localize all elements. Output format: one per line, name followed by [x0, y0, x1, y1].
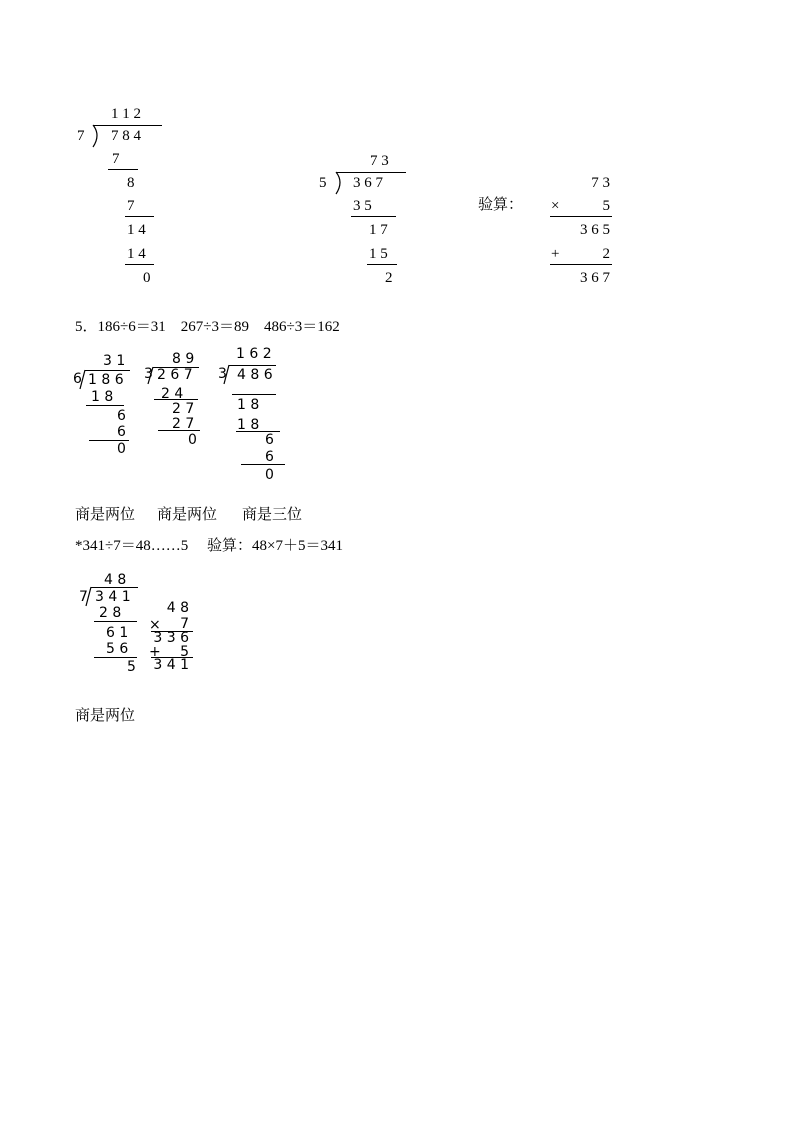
dividend: 3 4 1 [95, 589, 131, 605]
step: 8 [127, 175, 135, 191]
step: 7 [127, 198, 135, 214]
divisor: 5 [319, 175, 327, 191]
step: 6 [117, 424, 126, 440]
item5-heading: 5．186÷6＝31 267÷3＝89 486÷3＝162 [75, 319, 340, 335]
step: 1 5 [369, 246, 388, 262]
plus-sign: + [149, 644, 161, 660]
divisor: 7 [79, 589, 88, 605]
check-label: 验算： [478, 197, 524, 213]
dividend: 4 8 6 [237, 367, 273, 383]
quotient: 1 6 2 [236, 346, 272, 362]
step: 2 8 [99, 605, 122, 621]
step: 1 4 [127, 222, 146, 238]
divisor: 7 [77, 128, 85, 144]
divisor: 3 [218, 366, 227, 382]
step: 5 6 [106, 641, 129, 657]
step: 3 5 [353, 198, 372, 214]
quotient-note-2: 商是两位 [157, 507, 218, 523]
times-sign: × [149, 617, 161, 633]
step: 0 [143, 270, 151, 286]
quotient-note-1: 商是两位 [75, 507, 136, 523]
step: 6 [265, 449, 274, 465]
step: 6 [265, 432, 274, 448]
multiplicand: 4 8 [166, 600, 189, 616]
step: 6 [117, 408, 126, 424]
total: 3 4 1 [153, 657, 189, 673]
quotient: 7 3 [370, 153, 389, 169]
step: 1 8 [237, 417, 260, 433]
step: 7 [112, 151, 120, 167]
step: 6 1 [106, 625, 129, 641]
dividend: 3 6 7 [353, 175, 383, 191]
divisor: 6 [73, 371, 82, 387]
quotient: 1 1 2 [111, 106, 141, 122]
step: 1 8 [91, 389, 114, 405]
total: 3 6 7 [580, 270, 610, 286]
dividend: 1 8 6 [88, 372, 124, 388]
multiplicand: 7 3 [591, 175, 610, 191]
step-line [94, 621, 137, 622]
step: 0 [188, 432, 197, 448]
quotient-note-3: 商是三位 [242, 507, 303, 523]
dividend: 2 6 7 [157, 367, 193, 383]
extra-note: 商是两位 [75, 708, 136, 724]
multiplier: 5 [602, 198, 610, 214]
step: 1 7 [369, 222, 388, 238]
quotient: 3 1 [103, 353, 126, 369]
step: 0 [265, 467, 274, 483]
step: 2 [385, 270, 393, 286]
step-line [94, 657, 137, 658]
extra-heading: *341÷7＝48……5 验算：48×7＋5＝341 [75, 538, 343, 554]
step: 2 7 [172, 401, 195, 417]
product: 3 3 6 [153, 630, 189, 646]
divisor: 3 [144, 366, 153, 382]
step: 0 [117, 441, 126, 457]
multiplier: 7 [180, 616, 189, 632]
addend: 5 [180, 644, 189, 660]
step: 1 4 [127, 246, 146, 262]
step: 2 7 [172, 416, 195, 432]
times-sign: × [551, 198, 560, 214]
dividend: 7 8 4 [111, 128, 141, 144]
step: 2 4 [161, 386, 184, 402]
step: 5 [127, 659, 136, 675]
quotient: 4 8 [104, 572, 127, 588]
quotient: 8 9 [172, 351, 195, 367]
step: 1 8 [237, 397, 260, 413]
addend: 2 [602, 246, 610, 262]
product: 3 6 5 [580, 222, 610, 238]
plus-sign: + [551, 246, 560, 262]
